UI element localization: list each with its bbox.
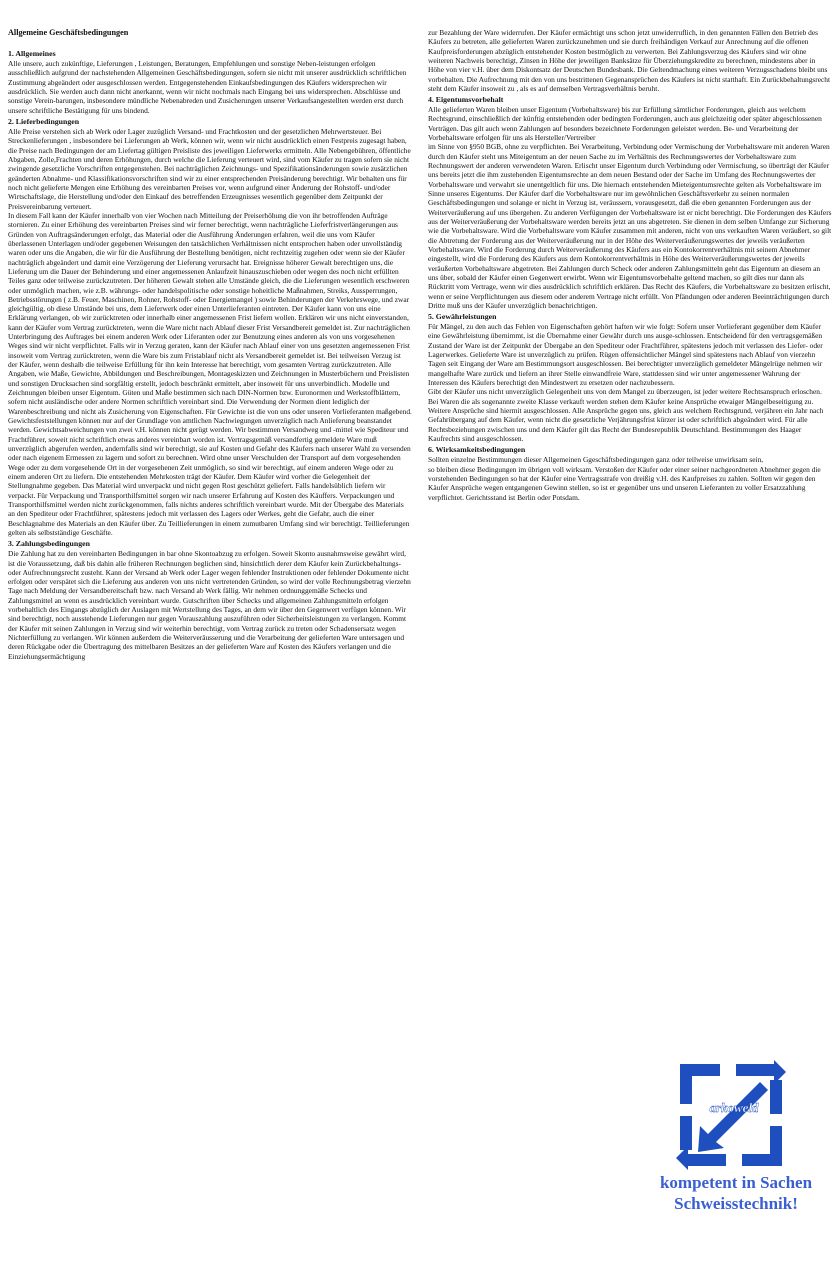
right-column (428, 28, 832, 502)
section-heading-allgemeines: 1. Allgemeines (8, 49, 56, 59)
paragraph: Sollten einzelne Bestimmungen dieser Allgemeinen Ggeschäftsbedingungen ganz oder teilweise unwirksam sein, (428, 455, 764, 465)
section-body-eigentumsvorbehalt (428, 105, 832, 310)
section-body-wirksamkeitsbedingungen (428, 455, 832, 502)
document-title: Allgemeine Geschäftsbedingungen (8, 28, 129, 37)
section-body-zahlungsbedingungen (8, 549, 412, 661)
section-heading-zahlungsbedingungen: 3. Zahlungsbedingungen (8, 539, 90, 549)
slogan-line-1: kompetent in Sachen (659, 1173, 813, 1192)
section-body-allgemeines (8, 59, 412, 115)
paragraph: Gibt der Käufer uns nicht unverzüglich Gelegenheit uns von dem Mangel zu überzeugen, ist jeder weitere Rechtsanspruch erloschen. Bei Waren die als sogenannte zweite Klasse verkauft werden stehen dem Käufer keine Ansprüche etwaiger Mängelbeseitigung zu. Weitere Ansprüche sind hiermit ausgeschlossen. Alle Ansprüche gegen uns, gleich aus welchem Rechtsgrund, verjähren ein Jahr nach Gefahrübergang auf dem Käufer, wenn nicht die gesetzliche Verjährungsfrist kürzer ist oder schriftlich abgeändert wird. Für alle Rechtsbeziehungen zwischen uns und dem Käufer gilt das Recht der Bundesrepublik Deutschland. Bestimmungen des Haager Kaufrechts sind ausgeschlossen. (428, 387, 824, 444)
section-heading-lieferbedingungen: 2. Lieferbedingungen (8, 117, 80, 127)
paragraph: Für Mängel, zu den auch das Fehlen von Eigenschaften gehört haften wir wie folgt: Sofern unser Vorlieferant gegenüber dem Käufer eine Gewährleistung übernimmt, ist die Übernahme einer Gewähr durch uns ausge-schlossen. Entscheidend für den vertragsgemäßen Zustand der Ware ist der Zeitpunkt der Übergabe an den Spediteur oder Frachtführer, spätestens jedoch mit verlassen des Liefer- oder Lagerwerkes. Gelieferte Ware ist unverzüglich zu prüfen. Rügen offensichtlicher Mängel sind spätestens nach Ablauf von vierzehn Tagen seit Eingang der Ware am Bestimmungsort ausgeschlossen. Bei berechtigter unverzüglich gemeldeter Mängelrüge nehmen wir mangelhafte Ware zurück und liefern an ihrer Stelle einwandfreie Ware, stattdessen sind wir unter angemessener Wahrung der Interessen des Käufers berechtigt den Mindestwert zu ersetzen oder nachzubessern. (428, 322, 823, 388)
section-heading-eigentumsvorbehalt: 4. Eigentumsvorbehalt (428, 95, 504, 105)
left-column (8, 28, 412, 661)
paragraph: so bleiben diese Bedingungen im übrigen voll wirksam. Verstoßen der Käufer oder einer seiner nachgeordneten Abnehmer gegen die vorstehenden Bedingungen so hat der Käufer eine Vertragsstrafe von dreißig v.H. des Kaufpreises zu zahlen. Sollten wir gegen den Käufer Ansprüche wegen entgangenen Gewinn stellen, so ist er gegenüber uns und unseren Lieferanten zu voller Ersatzzahlung verpflichtet. Gerichtsstand ist Berlin oder Potsdam. (428, 464, 821, 502)
paragraph: im Sinne von §950 BGB, ohne zu verpflichten. Bei Verarbeitung, Verbindung oder Vermischung der Vorbehaltsware mit anderen Waren durch den Käufer steht uns Miteigentum an der neuen Sache zu im Verhältnis des Rechnungswertes der Vorbehaltsware zum Rechnungswert der anderen verwendeten Waren. Erlischt unser Eigentum durch Verbindung oder Vermischung, so überträgt der Käufer uns bereits jetzt die ihm zustehenden Eigentumsrechte an dem neuen Bestand oder der Sache im Umfang des Rechnungswertes der Vorbehaltsware und verwahrt sie unentgeltlich für uns. Die hiernach entstehenden Mieteigentumsrechte gelten als Vorbehaltsware im Sinne unseres Eigentums. Der Käufer darf die Vorbehaltsware nur im gewöhnlichen Geschäftsverkehr zu seinen normalen Geschäftsbedingungen und solange er nicht in Verzug ist, veräussern, vorausgesetzt, daß die eben genannten Forderungen aus der Weiterveräußerung auf uns übergehen. Zu anderen Verfügungen der Vorbehaltsware ist er nicht berechtigt. Die Forderungen des Käufers aus der Weiterveräußerung der Vorbehaltsware werden bereits jetzt an uns abgetreten. Sie dienen in dem selben Umfange zur Sicherung wie die Vorbehaltsware. Wird die Vorbehaltsware vom Käufer zusammen mit anderen, nicht von uns verkauften Waren veräußert, so gilt die Abtretung der Forderung aus der Weiterveräußerung nur in der Höhe des Weiterveräußerungswertes der jeweils veräußerten Vorbehaltsware. Wird die Forderung durch Weiterveräußerung des Käufers aus ein Kontokorrentverhältnis mit seinem Abnehmer eingestellt, wird die Forderung des Käufers aus dem Kontokorrentverhältnis in Höhe des Weiterveräußerungswertes der jeweils veräußerten Vorbehaltsware abgetreten. Bei Zahlungen durch Scheck oder anderen Zahlungsmitteln geht das Eigentum an diesem an uns über, sobald der Käufer einen Gegenwert erwirbt. Wenn wir Eigentumsvorbehalte geltend machen, so gilt dies nur dann als Rücktritt vom Vertrage, wenn wir dies ausdrücklich schriftlich erklären. Das Recht des Käufers, die Vorbehaltsware zu besitzen erlischt, wenn er seine Verpflichtungen aus diesem oder anderem Vertrage nicht erfüllt. Von Pfändungen oder anderen Beeinträchtigungen durch Dritte muß uns der Käufer unverzüglich benachrichtigen. (428, 142, 832, 310)
section-body-lieferbedingungen (8, 127, 412, 537)
welding-arrows-logo-icon (676, 1060, 786, 1170)
slogan-line-2: Schweisstechnik! (674, 1194, 798, 1214)
paragraph: zur Bezahlung der Ware widerrufen. Der Käufer ermächtigt uns schon jetzt unwiderruflich, in den genannten Fällen den Betrieb des Käufers zu betreten, alle gelieferten Waren zurückzunehmen und sie durch freihändigen Verkauf zur Anrechnung auf die offenen Kaufpreisforderungen abzüglich entstehender Kosten bestmöglich zu verwerten. Bei Zahlungsverzug des Käufers sind wir ohne weiteren Nachweis berechtigt, Zinsen in Höhe der jeweiligen Banksätze für Überziehungskredite zu berechnen, mindestens aber in Höhe von vier v.H. über dem Diskontsatz der Deutschen Bundesbank. Die Geltendmachung eines weiteren Verzugsschadens bleibt uns vorbehalten. Die Aufrechnung mit den von uns bestrittenen Gegenansprüchen des Käufers ist nicht statthaft. Ein Zurückbehaltungsrecht steht dem Käufer insoweit zu , als es auf demselben Vertragsverhältnis beruht. (428, 28, 831, 93)
section-heading-wirksamkeitsbedingungen: 6. Wirksamkeitsbedingungen (428, 445, 526, 455)
paragraph: Alle gelieferten Waren bleiben unser Eigentum (Vorbehaltsware) bis zur Erfüllung sämtlicher Forderungen, gleich aus welchem Rechtsgrund, einschließlich der künftig entstehenden oder bedingten Forderungen, auch aus gleichzeitig oder später abgeschlossenen Verträgen. Das gilt auch wenn Zahlungen auf besonders bezeichnete Forderungen geleistet werden. Be- und Verarbeitung der Vorbehaltsware erfolgen für uns als Hersteller/Vertreiber (428, 105, 822, 143)
logo-text: arkoweld (709, 1100, 759, 1115)
left-sections (8, 49, 412, 661)
section-body-gewaehrleistungen (428, 322, 832, 443)
paragraph: Die Zahlung hat zu den vereinbarten Bedingungen in bar ohne Skontoabzug zu erfolgen. Soweit Skonto ausnahmsweise gewährt wird, ist die Voraussetzung, daß bis dahin alle früheren Rechnungen beglichen sind, hinsichtlich derer dem Käufer kein Zurückbehaltungs- oder Aufrechnungsrecht zusteht. Kann der Versand ab Werk oder Lager wegen fehlender Instruktionen oder fehlender Dokumente nicht erfolgen oder verspätet sich die Lieferung aus anderen von uns nicht vertretenden Gründen, so wird der volle Rechnungsbetrag vierzehn Tage nach Meldung der Versandbereitschaft bzw. nach Versand ab Werk fällig. Wir nehmen ordnunggemäße Schecks und Zahlungsmittel an wenn es ausdrücklich vereinbart wurde. Gutschriften über Schecks und allgemeinen Zahlungsmitteln erfolgen vorbehaltlich des Eingangs abzüglich der Auslagen mit Wertstellung des Tages, an dem wir über den Gegenwert verfügen können. Wir sind berechtigt, noch ausstehende Lieferungen nur gegen Vorauszahlung auszuführen oder Sicherheitsleistungen zu verlangen. Kommt der Käufer mit seinen Zahlungen in Verzug sind wir weiterhin berechtigt, vom Vertrag zurück zu treten oder Schadensersatz wegen Nichterfüllung zu verlangen. Wir können außerdem die Weiterveräusserung und die Verarbeitung der gelieferten Ware untersagen und deren Rückgabe oder die Übertragung des mittelbaren Besitzes an der gelieferten Ware auf Kosten des Käufers verlangen und die Einziehungsermächtigung (8, 549, 411, 661)
paragraph: Alle unsere, auch zukünftige, Lieferungen , Leistungen, Beratungen, Empfehlungen und sonstige Neben-leistungen erfolgen ausschließlich aufgrund der nachstehenden Allgemeinen Geschäftsbedingungen, sofern sie nicht mit unserer ausdrücklich schriftlichen Zustimmung abgeändert oder ausgeschlossen werden. Entgegenstehenden Einkaufsbedingungen des Käufers widersprechen wir ausdrücklich. Sie werden auch dann nicht anerkannt, wenn wir nicht nochmals nach Eingang bei uns widersprechen. Abschlüsse und sonstige Verein-barungen, insbesondere mündliche Nebenabreden und Zusicherungen unserer Verkaufsangestellten werden erst durch unsere schriftliche Bestätigung für uns bindend. (8, 59, 407, 115)
brand-block (636, 1060, 836, 1260)
paragraph: Alle Preise verstehen sich ab Werk oder Lager zuzüglich Versand- und Frachtkosten und der gesetzlichen Mehrwertsteuer. Bei Streckenlieferungen , insbesondere bei Lieferungen ab Werk, können wir, wenn wir nicht ausdrücklich einen Festpreis zugesagt haben, die Preise nach Bedingungen der am Liefertag gültigen Preisliste des jeweiligen Lieferwerks ermitteln. Alle Nebengebühren, öffentliche Abgaben, Zolle,Frachten und deren Erhöhungen, durch welche die Lieferung verteuert wird, sind vom Käufer zu tragen sofern sie nicht zwingende gesetzliche Vorschriften entgegenstehen. Bei nachträglichen Zeichnungs- und Spezifikationsänderungen sowie zusätzlichen geänderten Abnahme- und Klassifikationsvorschriften sind wir zu einer entsprechenden Preisänderung berechtigt. Wir behalten uns für noch nicht gelieferte Mengen eine Erhöhung des vereinbarten Preises vor, wenn aufgrund einer Änderung der Rohstoff- und/oder Wirtschaftslage, die Herstellung und/oder den Einkauf des betreffenden Erzeugnisses wesentlich gegenüber dem Zeitpunkt der Preisvereinbarung verteuert. (8, 126, 411, 211)
brand-slogan (636, 1172, 836, 1215)
paragraph: In diesem Fall kann der Käufer innerhalb von vier Wochen nach Mitteilung der Preiserhöhung die von ihr betroffenden Aufträge stornieren. Zu einer Erhöhung des vereinbarten Preises sind wir ferner berechtigt, wenn nachträgliche Lieferfristverlängerungen aus Gründen von Auftragsänderungen erfolgt, das Material oder die Ausführung Änderungen erfahren, weil die uns vom Käufer überlassenen Unterlagen und/oder gegebenen Weisungen den tatsächlichen Verhältnissen nicht entsprochen haben oder unvollständig waren oder uns die Angaben, die wir für die Ausführung der Bestellung benötigen, nicht rechtzeitig zugehen oder wenn sie der Käufer nachträglich abgeändert und damit eine Verzögerung der Lieferung verursacht hat. Ereignisse höherer Gewalt berechtigen uns, die Lieferung um die Dauer der Behinderung und einer angemessenen Anlaufzeit hinauszuschieben oder wegen des noch nicht erfüllten Teiles ganz oder teilweise zurückzutreten. Der höheren Gewalt stehen alle Umstände gleich, die die Lieferungen wesentlich erschweren oder unmöglich machen, wie z.B. währungs- oder handelspolitische oder sonstige hoheitliche Maßnahmen, Streiks, Aussperrungen, Betriebsstörungen ( z.B. Feuer, Maschinen, Rohner, Rohstoff- oder Energiemangel ) sowie Behinderungen der Verkehrswege, und zwar gleichgültig, ob diese Umstände bei uns, dem Lieferwerk oder einen Unterlieferanten eintreten. Der Käufer kann von uns eine Erklärung verlangen, ob wir zurücktreten oder innerhalb einer angemessenen Frist liefern wollen. Erklären wir uns nicht einverstanden, kann der Käufer vom Vertrag zurücktreten, wenn die Ware nicht nach Ablauf dieser Frist Versandbereit gemeldet ist. Zur nachträglichen Unterbringung des Auftrages bei einem anderen Werk oder Liferanten oder zur Benutzung eines anderen als von uns vorgesehenen Weges sind wir nicht verpflichtet. Falls wir in Verzug geraten, kann der Käufer nach Ablauf einer von uns gesetzten angemessenen Frist insoweit vom Vertrag zurücktreten, wenn die Ware bis zum Fristablauf nicht als Versandbereit gemeldet ist. Bei teilweisen Verzug ist der Käufer, wenn deshalb die teilweise Erfüllung für ihn kein Interesse hat berechtigt, vom gesamten Vertrag zurückzutreten. Alle Angaben, wie Maße, Gewichte, Abbildungen und Beschreibungen, Montageskizzen und Zeichnungen in Musterbüchern und Preislisten und sonstigen Drucksachen sind sorgfältig erstellt, jedoch beschränkt ermittelt, aber insoweit für uns unverbindlich. Modelle und Zeichnungen bleiben unser Eigentum. Güten und Maße bestimmen sich nach DIN-Normen bzw. Euronormen und Werkstoffblättern, sofern nicht ausländische oder andere Normen schriftlich vereinbart sind. Die Verwendung der Normen dient lediglich der Warenbeschreibung und nicht als Zusicherung von Eigenschaften. Für Gewichte ist die von uns oder unseren Vorlieferanten maßgebend. Gewichtsfeststellungen können nur auf der Grundlage von amtlichen Nachwiegungen unverzüglich nach Anlieferung beanstandet werden. Gewichtsabweichungen von zwei v.H. können nicht gerügt werden. Wir bestimmen Versandweg und -mittel wie Spediteur und Frachtführer, soweit nicht schriftlich etwas anderes vereinbart worden ist. Vertragsgemäß versandfertig gemeldete Ware muß unverzüglich abgerufen werden, andernfalls sind wir berechtigt, sie auf Kosten und Gefahr des Käufers nach unserer Wahl zu versenden oder nach eigenem Ermessen zu lagern und sofort zu berechnen. Wird ohne unser Verschulden der Transport auf dem vorgesehenden Wege oder zu dem vorgesehende Ort in der vorgesehenen Zeit unmöglich, so sind wir berechtigt, auf einem anderen Wege oder zu einem anderen Ort zu liefern. Die entstehenden Mehrkosten trägt der Käufer. Dem Käufer wird vorher die Gelegenheit der Stellungnahme gegeben. Das Material wird unverpackt und nicht gegen Rost geschützt geliefert. Falls handelsüblich liefern wir verpackt. Für Verpackung und Transporthilfsmittel sorgen wir nach unserer Erfahrung auf Kosten des Käuffers. Verpackungen und Transporthilfsmittel werden nicht zurückgenommen, falls nichts anderes schriftlich vereinbart wurde. Mit der Übergabe des Materials an den Spediteur oder Frachtführer, spätestens jedoch mit verlassen des Lagers oder Werkes, geht die Gefahr, auch die einer Beschlagnahme des Materials an den Käufer über. Zu Teillieferungen in einem zumutbaren Umfang sind wir berechtigt. Teillieferungen gelten als selbstständige Geschäfte. (8, 210, 412, 538)
section-heading-gewaehrleistungen: 5. Gewährleistungen (428, 312, 497, 322)
section-body-zahlung-continued (428, 28, 832, 93)
